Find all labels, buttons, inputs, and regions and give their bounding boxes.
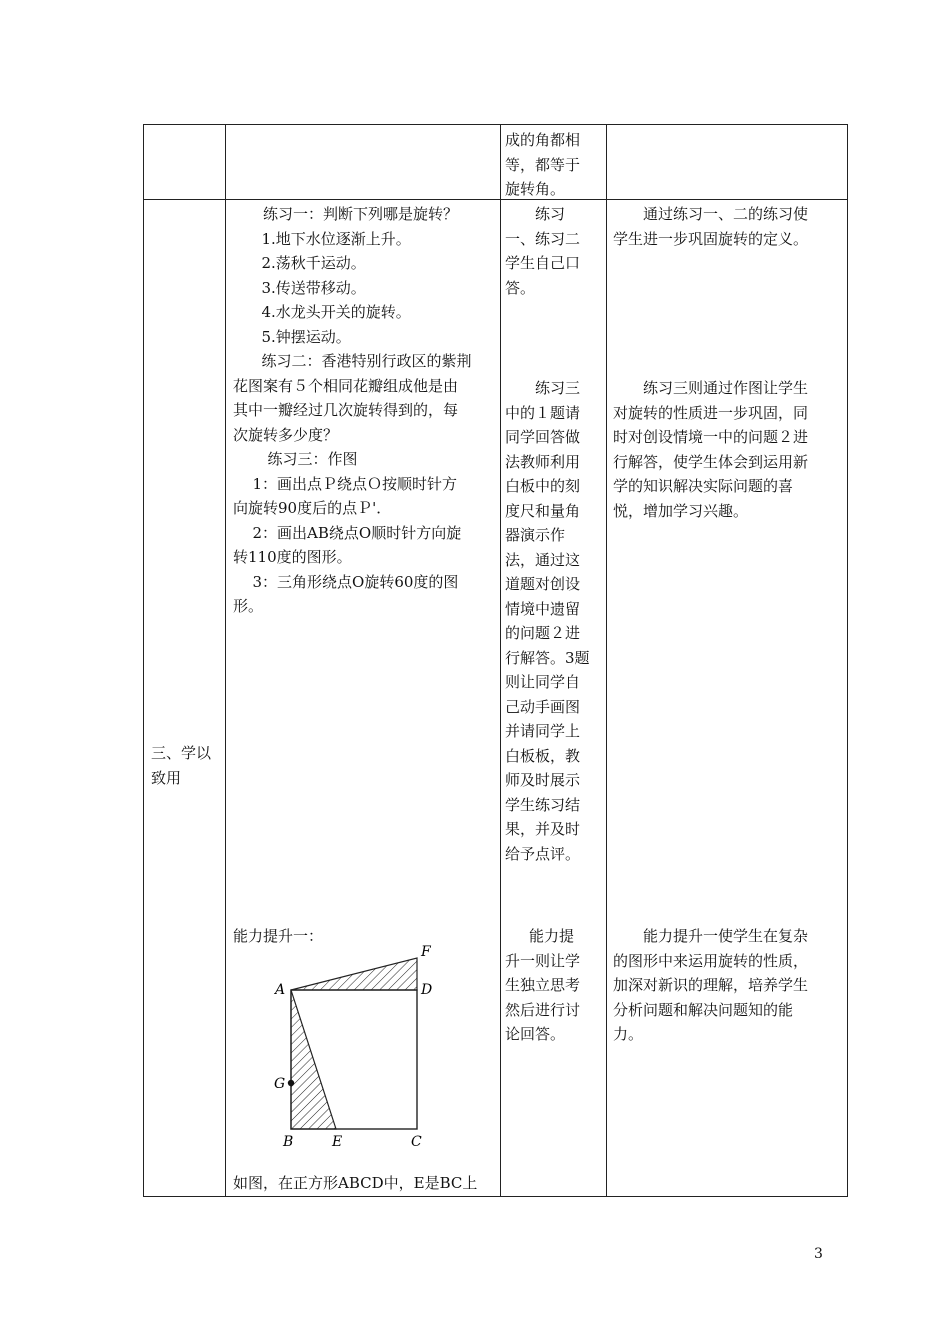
exercise-content-cell bbox=[233, 202, 495, 619]
text-line: 中的１题请 bbox=[505, 403, 581, 422]
text-line: 对旋转的性质进一步巩固，同 bbox=[613, 403, 809, 422]
table-border-top bbox=[143, 124, 848, 125]
text-line: 答。 bbox=[505, 278, 536, 297]
exercise-1-item: 2.荡秋千运动。 bbox=[261, 254, 366, 272]
design-intent-block-1 bbox=[613, 202, 843, 251]
text-line: 白板中的刻 bbox=[505, 477, 581, 495]
text-line: 悦，增加学习兴趣。 bbox=[613, 501, 749, 520]
text-line: 器演示作 bbox=[505, 526, 566, 544]
table-row-divider bbox=[143, 199, 848, 200]
text-line: 同学回答做 bbox=[505, 428, 581, 446]
label-g: G bbox=[274, 1076, 286, 1092]
text-line: 通过练习一、二的练习使 bbox=[643, 205, 809, 223]
exercise-1-item: 4.水龙头开关的旋转。 bbox=[261, 303, 411, 321]
table-border-right bbox=[847, 124, 848, 1197]
text-line: 练习三则通过作图让学生 bbox=[643, 379, 809, 397]
lesson-table bbox=[143, 124, 848, 1197]
text-line: 力。 bbox=[613, 1025, 644, 1043]
text-line: 能力提升一使学生在复杂 bbox=[643, 927, 809, 945]
text-line: 分析问题和解决问题知的能 bbox=[613, 1000, 794, 1019]
page-number: 3 bbox=[814, 1246, 823, 1262]
table-border-left bbox=[143, 124, 144, 1197]
exercise-3-item: 2：画出AB绕点O顺时针方向旋 bbox=[252, 523, 462, 542]
exercise-2-text: 次旋转多少度？ bbox=[233, 425, 339, 444]
table-divider-1 bbox=[225, 124, 226, 1197]
text-line: 给予点评。 bbox=[505, 844, 581, 863]
text-line: 己动手画图 bbox=[505, 697, 581, 716]
text-line: 则让同学自 bbox=[505, 673, 581, 691]
text-line: 加深对新识的理解，培养学生 bbox=[613, 976, 809, 994]
text-line: 成的角都相 bbox=[505, 131, 581, 149]
section-title-line: 致用 bbox=[151, 768, 182, 787]
table-border-bottom bbox=[143, 1196, 848, 1197]
text-line: 旋转角。 bbox=[505, 180, 566, 198]
text-line: 学生进一步巩固旋转的定义。 bbox=[613, 229, 809, 248]
text-line: 行解答，使学生体会到运用新 bbox=[613, 452, 809, 471]
triangle-adf bbox=[291, 958, 417, 990]
triangle-abe bbox=[291, 990, 336, 1129]
text-line: 能力提 bbox=[529, 927, 575, 945]
exercise-3-title: 练习三：作图 bbox=[267, 450, 358, 468]
point-g bbox=[288, 1080, 294, 1086]
label-a: A bbox=[275, 982, 286, 998]
text-line: 一、练习二 bbox=[505, 229, 581, 248]
design-intent-block-2 bbox=[613, 376, 843, 523]
text-line: 练习三 bbox=[535, 379, 581, 397]
text-line: 学生自己口 bbox=[505, 254, 581, 272]
table-divider-3 bbox=[606, 124, 607, 1197]
text-line: 学生练习结 bbox=[505, 795, 581, 814]
text-line: 的问题２进 bbox=[505, 624, 581, 642]
exercise-3-item: 转110度的图形。 bbox=[233, 548, 352, 566]
exercise-3-item: 3：三角形绕点O旋转60度的图 bbox=[252, 572, 459, 591]
ability-title-text: 能力提升一： bbox=[233, 927, 324, 945]
text-line: 论回答。 bbox=[505, 1025, 566, 1043]
row1-col3-cell bbox=[505, 128, 601, 202]
design-intent-block-3 bbox=[613, 924, 843, 1047]
ability-text bbox=[233, 1171, 495, 1196]
label-d: D bbox=[421, 982, 433, 998]
text-line: 行解答。3题 bbox=[505, 648, 590, 667]
exercise-3-item: 1：画出点Ｐ绕点Ｏ按顺时针方 bbox=[252, 474, 458, 493]
text-line: 生独立思考 bbox=[505, 976, 581, 994]
text-line: 学的知识解决实际问题的喜 bbox=[613, 477, 794, 495]
exercise-3-item: 向旋转90度后的点Ｐ'． bbox=[233, 499, 392, 517]
geometry-figure bbox=[269, 939, 449, 1154]
text-line: 然后进行讨 bbox=[505, 1000, 581, 1019]
exercise-1-item: 3.传送带移动。 bbox=[261, 278, 366, 297]
text-line: 度尺和量角 bbox=[505, 501, 581, 520]
label-f: F bbox=[421, 944, 431, 960]
student-activity-block-2 bbox=[505, 376, 601, 866]
text-line: 师及时展示 bbox=[505, 771, 581, 789]
text-line: 白板板，教 bbox=[505, 746, 581, 765]
label-c: C bbox=[411, 1134, 422, 1150]
student-activity-block-1 bbox=[505, 202, 601, 300]
exercise-2-text: 练习二：香港特别行政区的紫荆 bbox=[261, 352, 472, 370]
label-e: E bbox=[332, 1134, 343, 1150]
text-line: 升一则让学 bbox=[505, 951, 581, 970]
text-line: 的图形中来运用旋转的性质， bbox=[613, 951, 809, 970]
exercise-2-text: 其中一瓣经过几次旋转得到的，每 bbox=[233, 401, 459, 419]
text-line: 道题对创设 bbox=[505, 575, 581, 593]
exercise-3-item: 形。 bbox=[233, 597, 264, 615]
text-line: 果，并及时 bbox=[505, 820, 581, 838]
ability-text-line: 如图，在正方形ABCD中，E是BC上 bbox=[233, 1174, 478, 1192]
student-activity-block-3 bbox=[505, 924, 601, 1047]
text-line: 情境中遗留 bbox=[505, 599, 581, 618]
text-line: 等，都等于 bbox=[505, 155, 581, 174]
section-title-line: 三、学以 bbox=[151, 744, 212, 762]
text-line: 并请同学上 bbox=[505, 722, 581, 740]
exercise-2-text: 花图案有５个相同花瓣组成他是由 bbox=[233, 376, 459, 395]
exercise-1-item: 1.地下水位逐渐上升。 bbox=[261, 229, 411, 248]
exercise-1-title: 练习一：判断下列哪是旋转？ bbox=[263, 205, 459, 223]
text-line: 法，通过这 bbox=[505, 550, 581, 569]
table-divider-2 bbox=[500, 124, 501, 1197]
label-b: B bbox=[283, 1134, 294, 1150]
text-line: 时对创设情境一中的问题２进 bbox=[613, 428, 809, 446]
section-title-cell bbox=[151, 741, 223, 790]
text-line: 练习 bbox=[535, 205, 566, 223]
text-line: 法教师利用 bbox=[505, 452, 581, 471]
exercise-1-item: 5.钟摆运动。 bbox=[261, 327, 351, 346]
